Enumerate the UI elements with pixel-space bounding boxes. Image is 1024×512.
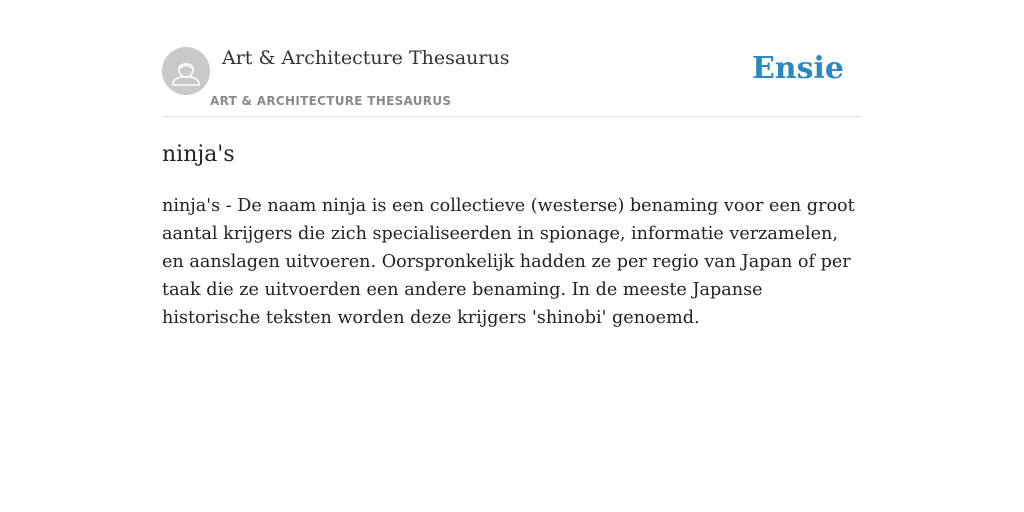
user-avatar-icon[interactable] <box>162 47 210 95</box>
site-subtitle[interactable]: ART & ARCHITECTURE THESAURUS <box>210 94 452 108</box>
page-header <box>162 0 862 117</box>
brand-logo[interactable]: Ensie <box>751 51 844 86</box>
site-title[interactable]: Art & Architecture Thesaurus <box>222 47 510 69</box>
entry-definition: ninja's - De naam ninja is een collectieve (westerse) benaming voor een groot aantal krijgers die zich specialiseerden in spionage, informatie verzamelen, en aanslagen uitvoeren. Oorspronkelijk hadden ze per regio van Japan of per taak die ze uitvoerden een andere benaming. In de meeste Japanse historische teksten worden deze krijgers 'shinobi' genoemd. <box>162 196 855 328</box>
entry-title: ninja's <box>162 142 235 167</box>
